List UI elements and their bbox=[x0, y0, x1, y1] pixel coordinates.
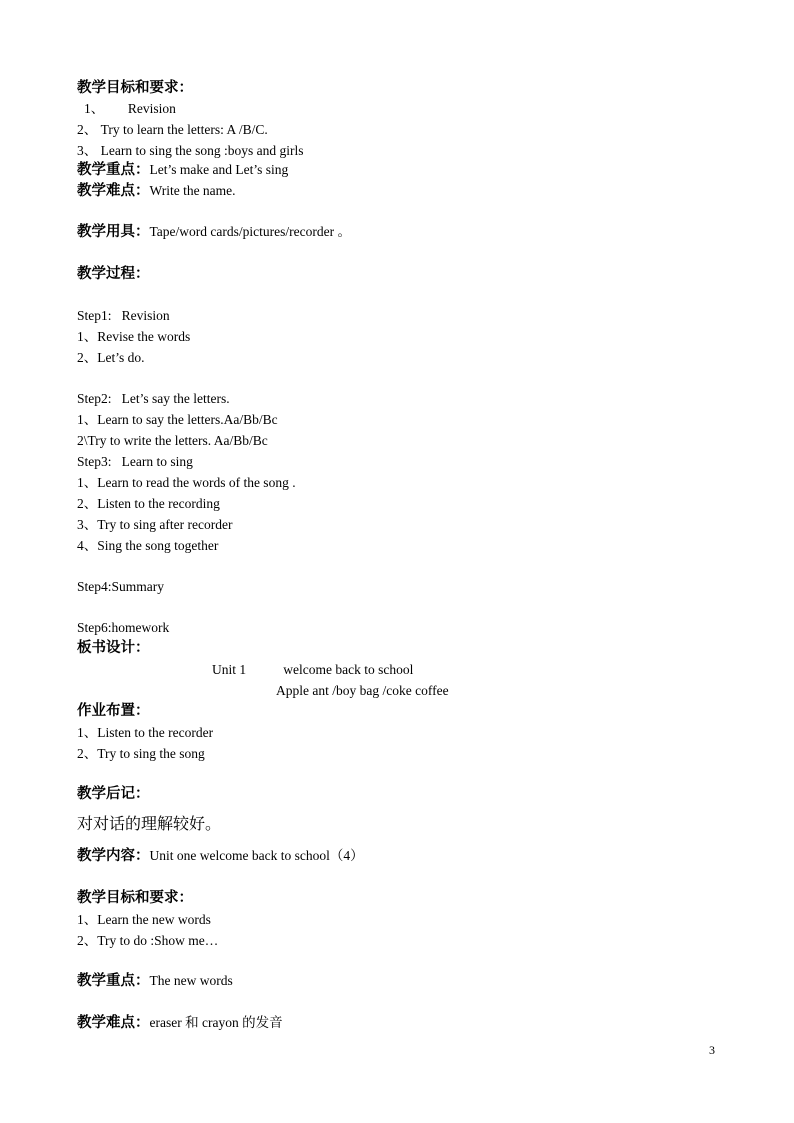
board-design-heading: 板书设计： bbox=[77, 640, 150, 656]
board-design-line-1: Unit 1 welcome back to school bbox=[212, 662, 414, 677]
step3-item: 2、Listen to the recording bbox=[77, 496, 220, 511]
homework-item: 2、Try to sing the song bbox=[77, 746, 205, 761]
step3-title: Step3: Learn to sing bbox=[77, 454, 193, 469]
board-design-line-2: Apple ant /boy bag /coke coffee bbox=[276, 683, 449, 698]
key-points2-value: The new words bbox=[149, 973, 233, 988]
key-points-row bbox=[77, 161, 288, 179]
difficulties-value: Write the name. bbox=[149, 183, 236, 198]
objective-2: 2、 Try to learn the letters: A /B/C. bbox=[77, 122, 268, 137]
difficulties2-label: 教学难点： bbox=[77, 1015, 150, 1031]
difficulties2-value: eraser 和 crayon 的发音 bbox=[149, 1015, 283, 1030]
content-label: 教学内容： bbox=[77, 848, 150, 864]
step2-item: 1、Learn to say the letters.Aa/Bb/Bc bbox=[77, 412, 278, 427]
homework-item: 1、Listen to the recorder bbox=[77, 725, 214, 740]
afterword-heading: 教学后记： bbox=[77, 786, 150, 802]
objective-3: 3、 Learn to sing the song :boys and girls bbox=[77, 143, 304, 158]
objectives2-item: 1、Learn the new words bbox=[77, 912, 211, 927]
step4-title: Step4:Summary bbox=[77, 579, 164, 594]
materials-row bbox=[77, 223, 351, 241]
key-points2-row bbox=[77, 972, 233, 990]
step2-item: 2\Try to write the letters. Aa/Bb/Bc bbox=[77, 433, 268, 448]
difficulties2-row bbox=[77, 1014, 283, 1032]
step3-item: 1、Learn to read the words of the song . bbox=[77, 475, 296, 490]
homework-heading: 作业布置： bbox=[77, 703, 150, 719]
difficulties-row bbox=[77, 182, 236, 200]
materials-label: 教学用具： bbox=[77, 224, 150, 240]
step1-title: Step1: Revision bbox=[77, 308, 170, 323]
materials-value: Tape/word cards/pictures/recorder 。 bbox=[149, 224, 351, 239]
objective-1: 1、 Revision bbox=[84, 101, 176, 116]
step3-item: 3、Try to sing after recorder bbox=[77, 517, 233, 532]
step1-item: 1、Revise the words bbox=[77, 329, 191, 344]
key-points2-label: 教学重点： bbox=[77, 973, 150, 989]
objectives2-item: 2、Try to do :Show me… bbox=[77, 933, 219, 948]
difficulties-label: 教学难点： bbox=[77, 183, 150, 199]
afterword-text: 对对话的理解较好。 bbox=[77, 816, 222, 833]
objectives-heading: 教学目标和要求： bbox=[77, 80, 193, 96]
key-points-value: Let’s make and Let’s sing bbox=[149, 162, 289, 177]
step3-item: 4、Sing the song together bbox=[77, 538, 219, 553]
key-points-label: 教学重点： bbox=[77, 162, 150, 178]
page-number: 3 bbox=[709, 1043, 715, 1057]
step1-item: 2、Let’s do. bbox=[77, 350, 145, 365]
content-value: Unit one welcome back to school（4） bbox=[149, 848, 364, 863]
content-row bbox=[77, 847, 364, 865]
step2-title: Step2: Let’s say the letters. bbox=[77, 391, 230, 406]
process-heading: 教学过程： bbox=[77, 266, 150, 282]
step6-title: Step6:homework bbox=[77, 620, 170, 635]
objectives2-heading: 教学目标和要求： bbox=[77, 890, 193, 906]
